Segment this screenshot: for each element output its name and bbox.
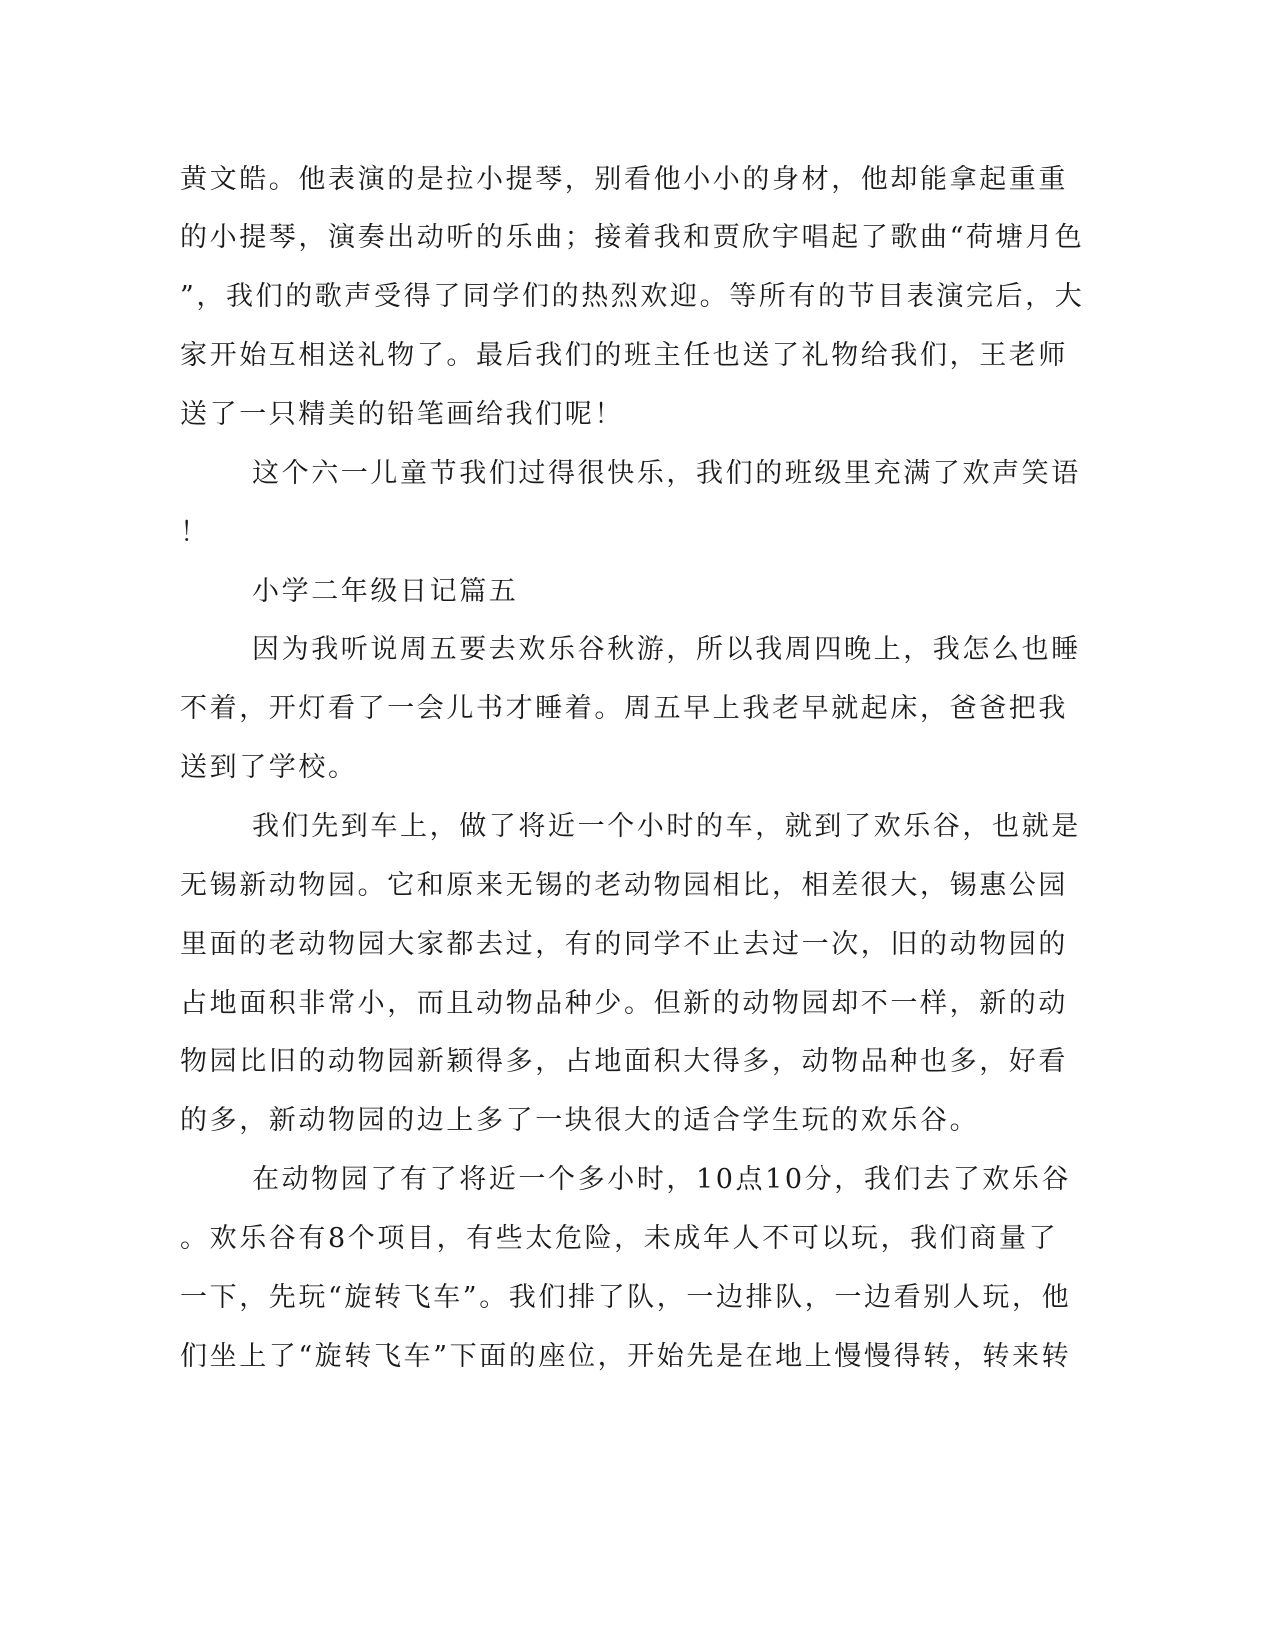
text-line: 不着，开灯看了一会儿书才睡着。周五早上我老早就起床，爸爸把我 — [180, 693, 1068, 724]
text-line: 。欢乐谷有8个项目，有些太危险，未成年人不可以玩，我们商量了 — [180, 1223, 1059, 1254]
text-line: 送到了学校。 — [180, 752, 358, 783]
text-line: 占地面积非常小，而且动物品种少。但新的动物园却不一样，新的动 — [180, 988, 1068, 1019]
text-line: 送了一只精美的铅笔画给我们呢！ — [180, 399, 624, 430]
text-line: 无锡新动物园。它和原来无锡的老动物园相比，相差很大，锡惠公园 — [180, 870, 1068, 901]
section-heading: 小学二年级日记篇五 — [252, 576, 519, 607]
text-line: 的小提琴，演奏出动听的乐曲；接着我和贾欣宇唱起了歌曲“荷塘月色 — [180, 222, 1085, 253]
text-line: ”，我们的歌声受得了同学们的热烈欢迎。等所有的节目表演完后，大 — [180, 281, 1085, 312]
text-line: 在动物园了有了将近一个多小时，10点10分，我们去了欢乐谷 — [252, 1164, 1072, 1195]
text-line: 这个六一儿童节我们过得很快乐，我们的班级里充满了欢声笑语 — [252, 458, 1081, 489]
text-line: 里面的老动物园大家都去过，有的同学不止去过一次，旧的动物园的 — [180, 929, 1068, 960]
text-line: 黄文皓。他表演的是拉小提琴，别看他小小的身材，他却能拿起重重 — [180, 164, 1068, 195]
text-line: 我们先到车上，做了将近一个小时的车，就到了欢乐谷，也就是 — [252, 811, 1081, 842]
text-line: 的多，新动物园的边上多了一块很大的适合学生玩的欢乐谷。 — [180, 1105, 980, 1136]
text-line: 物园比旧的动物园新颖得多，占地面积大得多，动物品种也多，好看 — [180, 1046, 1068, 1077]
text-line: 因为我听说周五要去欢乐谷秋游，所以我周四晚上，我怎么也睡 — [252, 634, 1081, 665]
text-line: ！ — [180, 517, 210, 548]
text-line: 一下，先玩“旋转飞车”。我们排了队，一边排队，一边看别人玩，他 — [180, 1282, 1072, 1313]
text-line: 们坐上了“旋转飞车”下面的座位，开始先是在地上慢慢得转，转来转 — [180, 1341, 1072, 1372]
text-line: 家开始互相送礼物了。最后我们的班主任也送了礼物给我们，王老师 — [180, 340, 1068, 371]
